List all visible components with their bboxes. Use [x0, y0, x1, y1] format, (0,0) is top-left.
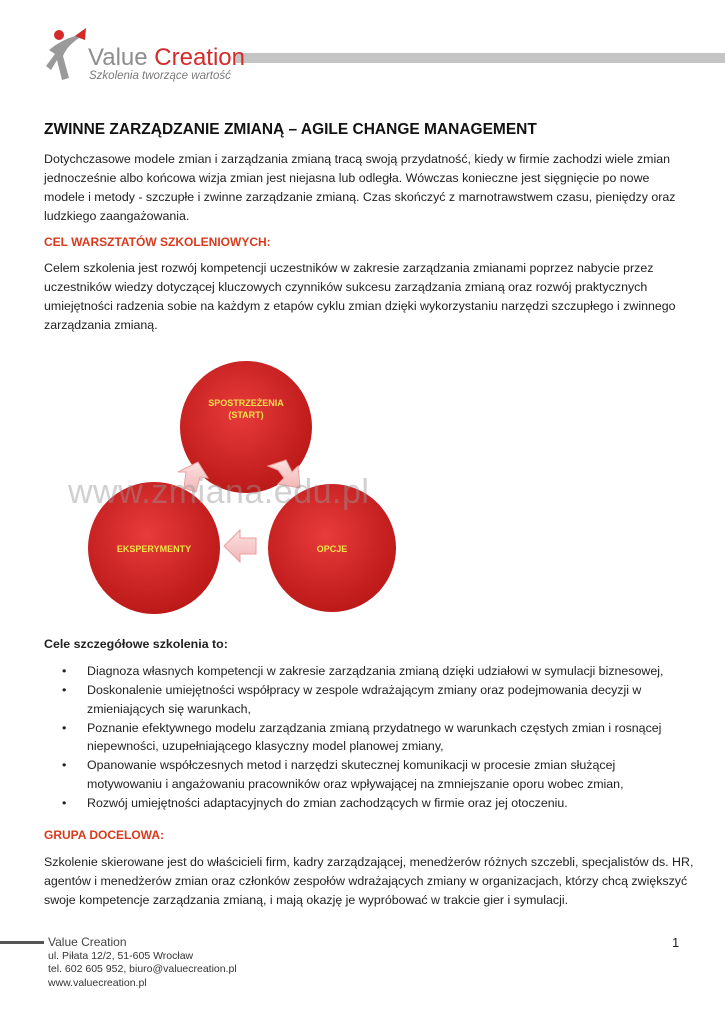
company-logo	[45, 26, 245, 86]
list-item: • Doskonalenie umiejętności współpracy w zespole wdrażającym zmiany oraz podejmowania decyzji w zmieniających się warunkach,	[62, 683, 642, 716]
intro-line: jednocześnie albo końcowa wizja zmian jest niejasna lub odległa. Wówczas konieczne jest sięgnięcie po nowe	[44, 171, 650, 185]
footer-website: www.valuecreation.pl	[48, 976, 147, 989]
bullet-icon: •	[62, 664, 67, 678]
intro-line: modele i metody - szczupłe i zwinne zarządzanie zmianą. Czas skończyć z marnotrawstwem czasu, pieniędzy oraz	[44, 190, 676, 204]
target-line: Szkolenie skierowane jest do właścicieli firm, kadry zarządzającej, menedżerów różnych szczebli, specjalistów ds. HR,	[44, 855, 694, 869]
label-experiments: EKSPERYMENTY	[116, 544, 192, 554]
logo-subtitle: Szkolenia tworzące wartość	[89, 70, 231, 82]
detailed-goals-heading: Cele szczegółowe szkolenia to:	[44, 637, 228, 651]
logo-figure-icon	[45, 26, 89, 84]
page-number: 1	[672, 935, 680, 950]
footer-address: ul. Piłata 12/2, 51-605 Wrocław	[48, 949, 194, 962]
intro-line: Dotychczasowe modele zmian i zarządzania zmianą tracą swoją przydatność, kiedy w firmie zachodzi wiele zmian	[44, 152, 670, 166]
arrow-options-to-experiments-icon	[224, 530, 256, 562]
bullet-icon: •	[62, 683, 67, 698]
bullet-icon: •	[62, 720, 67, 735]
target-line: swoje kompetencje zarządzania zmianą, i mają okazję je wypróbować w trakcie gier i symulacji.	[44, 893, 569, 907]
footer-divider	[0, 941, 44, 944]
target-line: agentów i menedżerów zmian oraz członków zespołów wdrażających zmiany w organizacjach, którzy chcą zwiększyć	[44, 874, 688, 888]
list-item: • Diagnoza własnych kompetencji w zakresie zarządzania zmianą dzięki udziałowi w symulacji biznesowej,	[44, 662, 684, 680]
watermark-url: www.zmiana.edu.pl	[68, 473, 370, 511]
logo-title: Value Creation	[88, 44, 245, 71]
list-item: • Poznanie efektywnego modelu zarządzania zmianą przydatnego w warunkach częstych zmian i rosnącej niepewności, uzupełniającego klasyczny model planowej zmiany,	[62, 720, 662, 754]
bullet-icon: •	[62, 758, 67, 773]
goal-line: uczestników wiedzy dotyczącej kluczowych czynników sukcesu zarządzania zmianą oraz rozwój praktycznych	[44, 280, 648, 294]
label-start: SPOSTRZEŻENIA	[208, 398, 284, 408]
goal-line: umiejętności radzenia sobie na każdym z etapów cyklu zmian dzięki wykorzystaniu narzędzi szczupłego i zwinnego	[44, 299, 676, 313]
target-heading: GRUPA DOCELOWA:	[44, 828, 164, 842]
document-title: ZWINNE ZARZĄDZANIE ZMIANĄ – AGILE CHANGE MANAGEMENT	[44, 121, 537, 138]
footer-phone-email: tel. 602 605 952, biuro@valuecreation.pl	[48, 963, 237, 975]
label-options: OPCJE	[316, 544, 348, 554]
goal-line: Celem szkolenia jest rozwój kompetencji uczestników w zakresie zarządzania zmianami poprzez nabycie przez	[44, 261, 654, 275]
detailed-goals-list	[44, 662, 684, 812]
intro-line: ludzkiego zaangażowania.	[44, 209, 190, 223]
list-item: • Opanowanie współczesnych metod i narzędzi skutecznej komunikacji w procesie zmian służącej motywowaniu i angażowaniu pracowników oraz wpływającej na zmniejszanie oporu wobec zmian,	[62, 758, 624, 791]
goal-heading: CEL WARSZTATÓW SZKOLENIOWYCH:	[44, 235, 271, 249]
goal-line: zarządzania zmianą.	[44, 318, 158, 332]
bullet-icon: •	[62, 796, 67, 811]
header-bar	[236, 53, 725, 63]
label-start-sub: (START)	[228, 410, 264, 420]
list-item: • Rozwój umiejętności adaptacyjnych do zmian zachodzących w firmie oraz jej otoczeniu.	[44, 794, 684, 812]
footer-contact	[48, 936, 237, 990]
footer-company: Value Creation	[48, 935, 127, 949]
